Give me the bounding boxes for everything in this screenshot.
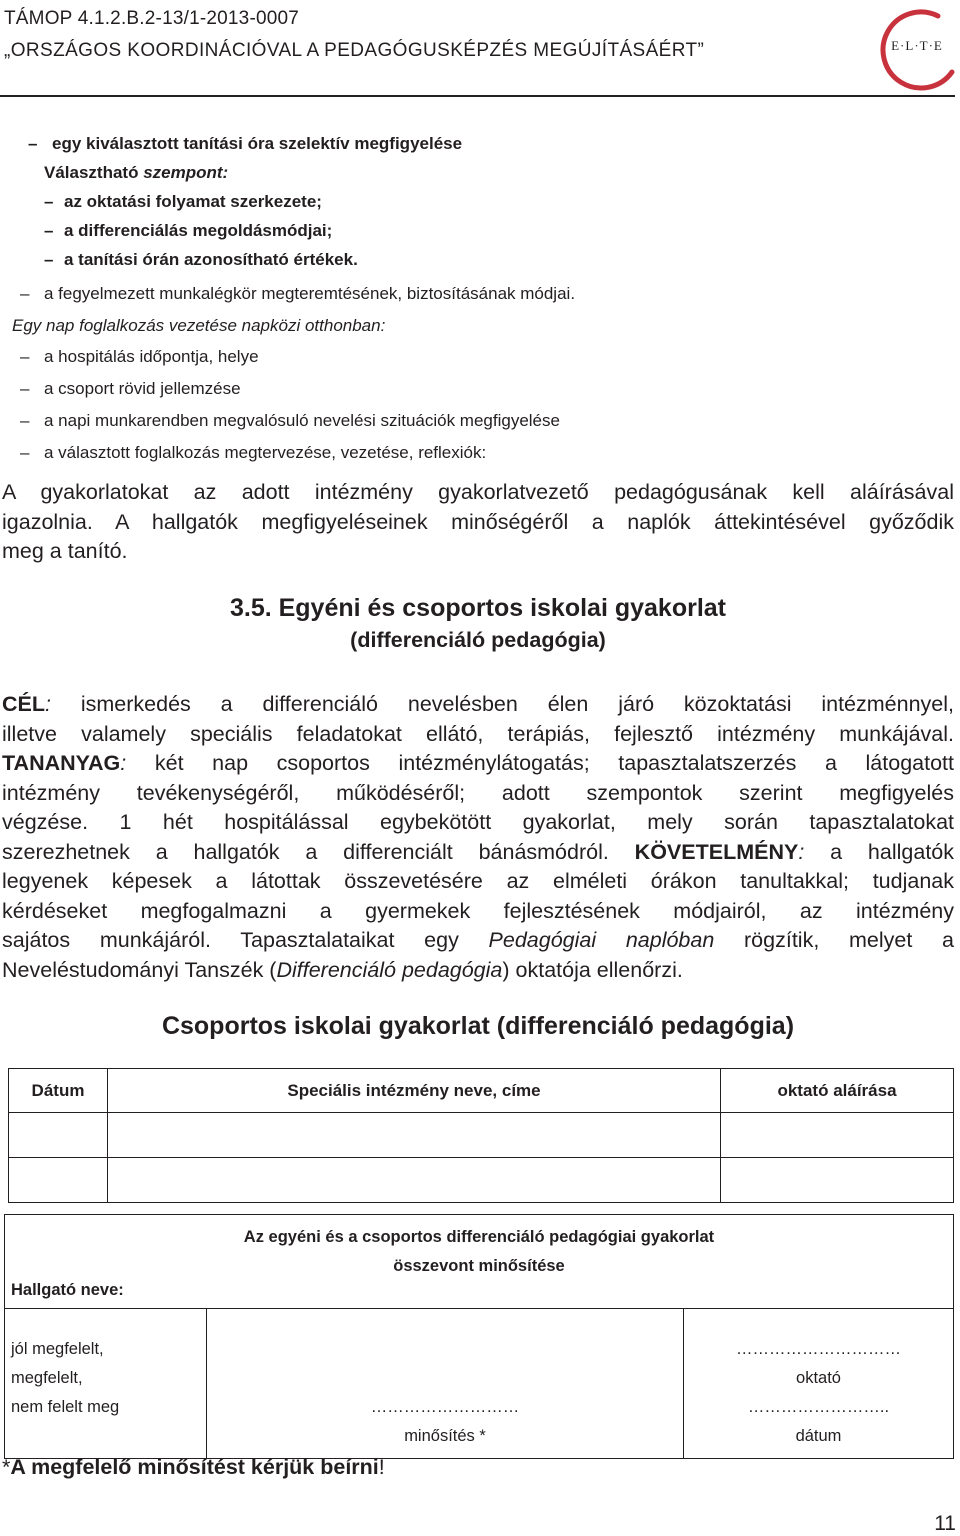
section-title: 3.5. Egyéni és csoportos iskolai gyakorlat bbox=[229, 594, 727, 622]
grade-entry-cell[interactable] bbox=[207, 1309, 684, 1459]
header-rule bbox=[0, 95, 955, 97]
page-number: 11 bbox=[934, 1512, 956, 1535]
grade-label: minősítés * bbox=[404, 1427, 486, 1445]
list-item: – a hospitálás időpontja, helye bbox=[20, 347, 259, 366]
student-name-label: Hallgató neve: bbox=[11, 1281, 124, 1299]
instructor-label: oktató bbox=[796, 1369, 841, 1387]
list-item: – a csoport rövid jellemzése bbox=[20, 379, 241, 398]
grade-dots: ……………………… bbox=[370, 1398, 520, 1416]
instructor-date-cell[interactable] bbox=[684, 1309, 954, 1459]
table-row bbox=[9, 1158, 954, 1203]
choosable-aspect: Választható szempont: bbox=[44, 163, 229, 182]
evaluation-row bbox=[5, 1309, 954, 1459]
logo-text: E·L·T·E bbox=[891, 38, 943, 53]
evaluation-header-cell bbox=[5, 1215, 954, 1309]
table-header-row bbox=[9, 1069, 954, 1113]
course-description: CÉL: ismerkedés a differenciáló nevelésben élen járó közoktatási intézménnyel, illetve valamely speciális feladatokat ellátó, terápiás, fejlesztő intézmény munkájával. TANANYAG: két nap csoportos intézménylátogatás; tapasztalatszerzés a látogatott intézmény tevékenységéről, működéséről; adott szempontok szerint megfigyelés végzése. 1 hét hospitálással egybekötött gyakorlat, mely során tapasztalatokat szerezhetnek a hallgatók a differenciált bánásmódról. KÖVETELMÉNY: a hallgatók legyenek képesek a látottak összevetésére az elméleti órákon tanultakkal; tudjanak kérdéseket megfogalmazni a gyermekek fejlesztésének módjairól, az intézmény sajátos munkájáról. Tapasztalataikat egy Pedagógiai naplóban rögzítik, melyet a Neveléstudományi Tanszék (Differenciáló pedagógia) oktatója ellenőrzi. bbox=[2, 692, 954, 982]
project-title: „ORSZÁGOS KOORDINÁCIÓVAL A PEDAGÓGUSKÉPZÉS MEGÚJÍTÁSÁÉRT” bbox=[4, 40, 705, 61]
date-cell[interactable] bbox=[9, 1158, 108, 1203]
bullet-item: – egy kiválasztott tanítási óra szelektív megfigyelése bbox=[28, 134, 463, 153]
sub-bullet-item: – az oktatási folyamat szerkezete; bbox=[44, 192, 322, 211]
goal-label: CÉL bbox=[2, 692, 45, 716]
institution-cell[interactable] bbox=[108, 1113, 721, 1158]
grade-option: megfelelt, bbox=[11, 1369, 83, 1387]
column-header-date: Dátum bbox=[9, 1069, 108, 1113]
date-label: dátum bbox=[795, 1427, 842, 1445]
column-header-institution: Speciális intézmény neve, címe bbox=[108, 1069, 721, 1113]
list-item: – a választott foglalkozás megtervezése, vezetése, reflexiók: bbox=[20, 443, 487, 462]
list-item: – a napi munkarendben megvalósuló nevelési szituációk megfigyelése bbox=[20, 411, 560, 430]
evaluation-table bbox=[4, 1214, 954, 1459]
evaluation-header-row bbox=[5, 1215, 954, 1309]
institution-cell[interactable] bbox=[108, 1158, 721, 1203]
curriculum-label: TANANYAG bbox=[2, 751, 121, 775]
practice-signature-paragraph: A gyakorlatokat az adott intézmény gyakorlatvezető pedagógusának kell aláírásával igazolnia. A hallgatók megfigyeléseinek minőségéről a naplók áttekintésével győződik meg a tanító. bbox=[2, 480, 954, 563]
instructor-dots: ………………………… bbox=[736, 1340, 901, 1358]
grade-option: nem felelt meg bbox=[11, 1398, 120, 1416]
elte-logo bbox=[860, 2, 960, 102]
grade-option: jól megfelelt, bbox=[11, 1340, 104, 1358]
column-header-signature: oktató aláírása bbox=[721, 1069, 954, 1113]
sub-bullet-item: – a tanítási órán azonosítható értékek. bbox=[44, 250, 358, 269]
signature-cell[interactable] bbox=[721, 1158, 954, 1203]
grade-options-cell bbox=[5, 1309, 207, 1459]
section-subtitle: (differenciáló pedagógia) bbox=[350, 628, 606, 652]
sub-bullet-item: – a differenciálás megoldásmódjai; bbox=[44, 221, 333, 240]
table-row bbox=[9, 1113, 954, 1158]
date-cell[interactable] bbox=[9, 1113, 108, 1158]
evaluation-title: Az egyéni és a csoportos differenciáló pedagógiai gyakorlat bbox=[243, 1228, 715, 1246]
section-heading: Egy nap foglalkozás vezetése napközi otthonban: bbox=[12, 316, 386, 335]
practice-log-table bbox=[8, 1068, 954, 1203]
evaluation-subtitle: összevont minősítése bbox=[393, 1257, 565, 1275]
signature-cell[interactable] bbox=[721, 1113, 954, 1158]
date-dots: …………………….. bbox=[747, 1398, 890, 1416]
table-title: Csoportos iskolai gyakorlat (differenciáló pedagógia) bbox=[161, 1012, 795, 1040]
project-code: TÁMOP 4.1.2.B.2-13/1-2013-0007 bbox=[4, 8, 300, 29]
footnote: *A megfelelő minősítést kérjük beírni! bbox=[2, 1455, 385, 1479]
bullet-item: – a fegyelmezett munkalégkör megteremtésének, biztosításának módjai. bbox=[20, 284, 576, 303]
requirement-label: KÖVETELMÉNY bbox=[634, 839, 799, 864]
